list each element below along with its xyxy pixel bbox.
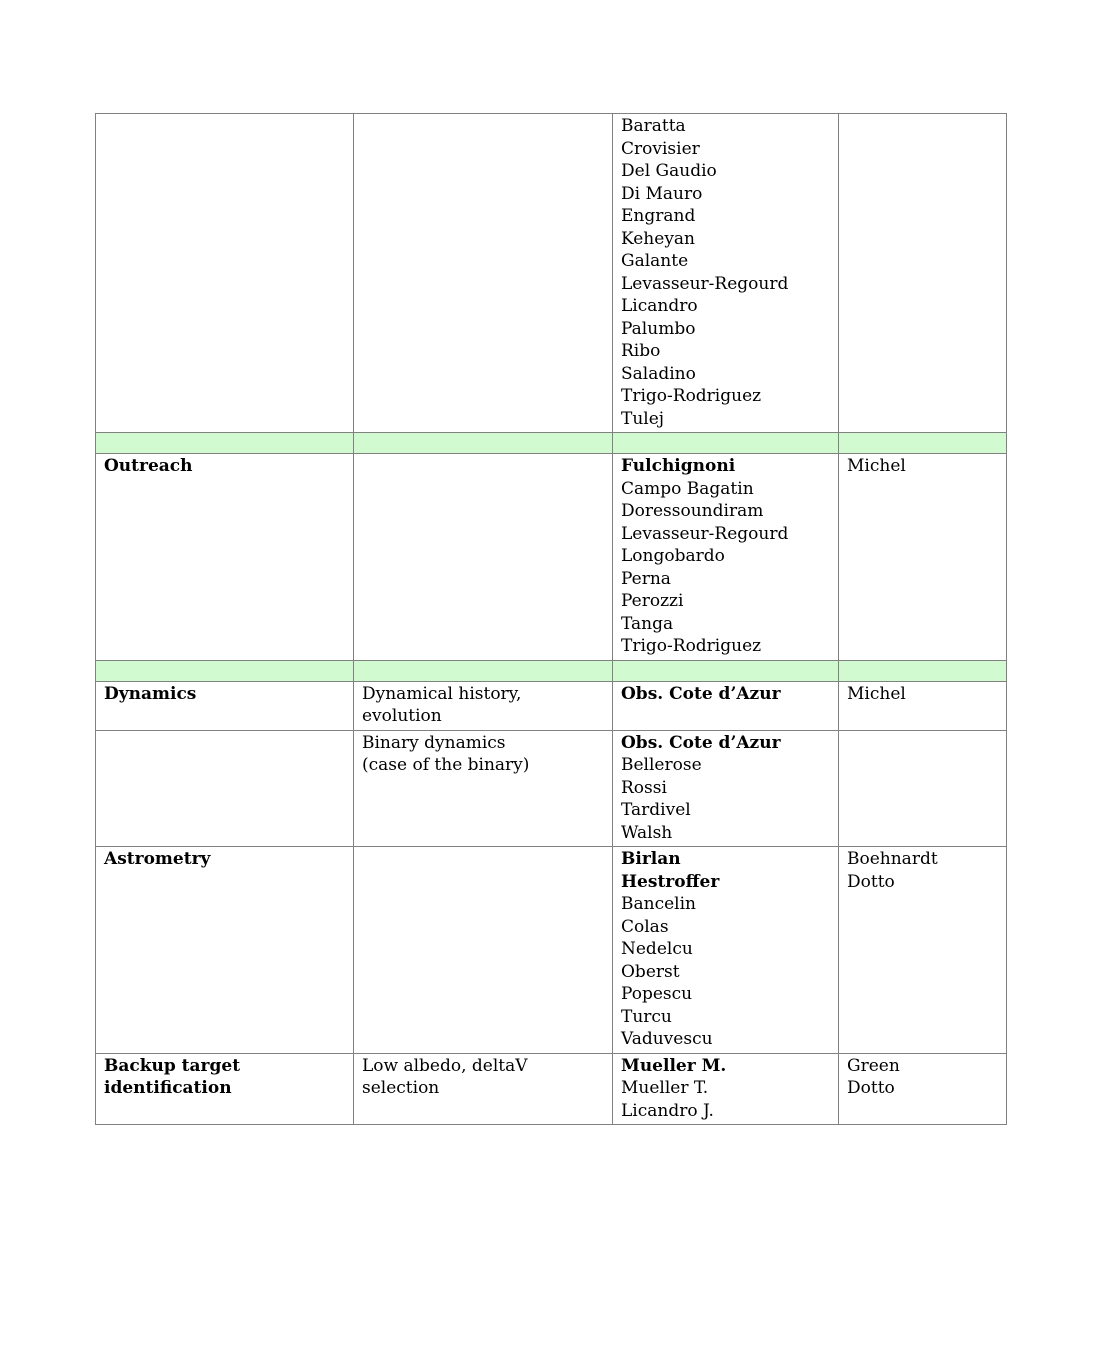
entry: Longobardo: [621, 546, 725, 566]
table-cell: [96, 847, 354, 1054]
entry: Keheyan: [621, 228, 696, 249]
entry: Tulej: [621, 408, 665, 429]
entry: evolution: [362, 706, 442, 726]
entry: Rossi: [621, 777, 667, 798]
table-cell: [354, 730, 613, 847]
table-cell: [613, 454, 839, 661]
entry: Levasseur-Regourd: [621, 273, 789, 294]
table-body: [96, 114, 1007, 1125]
entry: selection: [362, 1078, 440, 1098]
table-cell: [96, 730, 354, 847]
entry: Mueller T.: [621, 1078, 709, 1098]
entry: Bancelin: [621, 894, 696, 914]
table-cell: [839, 454, 1007, 661]
table-cell: [613, 1053, 839, 1125]
table-cell: [354, 681, 613, 730]
bold-entry: Outreach: [104, 456, 193, 476]
entry: Trigo-Rodriguez: [621, 636, 762, 656]
entry: Perna: [621, 568, 671, 589]
table-cell: [96, 114, 354, 433]
table-row: [96, 454, 1007, 661]
separator-row: [96, 433, 1007, 454]
entry: Doressoundiram: [621, 501, 764, 521]
entry: Nedelcu: [621, 939, 693, 959]
entry: Crovisier: [621, 138, 700, 159]
table-cell: [839, 1053, 1007, 1125]
entry: Ribo: [621, 341, 661, 361]
table-cell: [354, 114, 613, 433]
table-cell: [839, 730, 1007, 847]
entry: Galante: [621, 251, 689, 271]
entry: Levasseur-Regourd: [621, 523, 789, 544]
bold-entry: Obs. Cote d’Azur: [621, 732, 781, 753]
entry: Dynamical history,: [362, 683, 522, 704]
table-row: [96, 681, 1007, 730]
entry: Tardivel: [621, 800, 691, 820]
bold-entry: Birlan: [621, 849, 681, 869]
entry: Colas: [621, 916, 669, 937]
entry: Boehnardt: [847, 849, 938, 869]
entry: Popescu: [621, 984, 693, 1004]
separator-cell: [613, 660, 839, 681]
table-cell: [613, 730, 839, 847]
table-cell: [354, 454, 613, 661]
separator-cell: [354, 660, 613, 681]
work-packages-table: [95, 113, 1007, 1125]
bold-entry: Astrometry: [104, 849, 211, 869]
entry: Dotto: [847, 871, 895, 892]
table-cell: [354, 1053, 613, 1125]
table-cell: [613, 847, 839, 1054]
table-cell: [96, 454, 354, 661]
table-row: [96, 1053, 1007, 1125]
table-cell: [96, 1053, 354, 1125]
separator-cell: [839, 433, 1007, 454]
table-cell: [839, 847, 1007, 1054]
table-cell: [839, 681, 1007, 730]
entry: Dotto: [847, 1078, 895, 1098]
entry: Licandro J.: [621, 1100, 714, 1121]
entry: Licandro: [621, 296, 698, 316]
entry: Campo Bagatin: [621, 478, 754, 499]
entry: Saladino: [621, 363, 696, 384]
bold-entry: Fulchignoni: [621, 456, 736, 476]
entry: Di Mauro: [621, 183, 703, 204]
bold-entry: Obs. Cote d’Azur: [621, 683, 781, 704]
entry: Walsh: [621, 822, 673, 843]
table-cell: [613, 681, 839, 730]
entry: Bellerose: [621, 755, 702, 775]
entry: Michel: [847, 683, 906, 704]
entry: Oberst: [621, 961, 680, 982]
entry: (case of the binary): [362, 755, 530, 775]
separator-cell: [354, 433, 613, 454]
separator-cell: [839, 660, 1007, 681]
entry: Low albedo, deltaV: [362, 1055, 528, 1076]
entry: Trigo-Rodriguez: [621, 386, 762, 406]
bold-entry: Mueller M.: [621, 1055, 727, 1076]
table-cell: [354, 847, 613, 1054]
entry: Green: [847, 1055, 900, 1076]
entry: Del Gaudio: [621, 161, 717, 181]
entry: Tanga: [621, 613, 674, 634]
entry: Palumbo: [621, 318, 696, 339]
bold-entry: identification: [104, 1078, 232, 1098]
entry: Turcu: [621, 1006, 672, 1027]
table-row: [96, 730, 1007, 847]
entry: Engrand: [621, 206, 696, 226]
separator-cell: [96, 660, 354, 681]
bold-entry: Backup target: [104, 1055, 241, 1076]
table-cell: [613, 114, 839, 433]
separator-cell: [613, 433, 839, 454]
separator-row: [96, 660, 1007, 681]
table-cell: [839, 114, 1007, 433]
table-row: [96, 114, 1007, 433]
bold-entry: Hestroffer: [621, 871, 720, 892]
entry: Baratta: [621, 116, 686, 136]
table-row: [96, 847, 1007, 1054]
entry: Binary dynamics: [362, 732, 506, 753]
entry: Vaduvescu: [621, 1029, 713, 1049]
table-cell: [96, 681, 354, 730]
entry: Michel: [847, 456, 906, 476]
separator-cell: [96, 433, 354, 454]
entry: Perozzi: [621, 591, 684, 611]
bold-entry: Dynamics: [104, 683, 197, 704]
